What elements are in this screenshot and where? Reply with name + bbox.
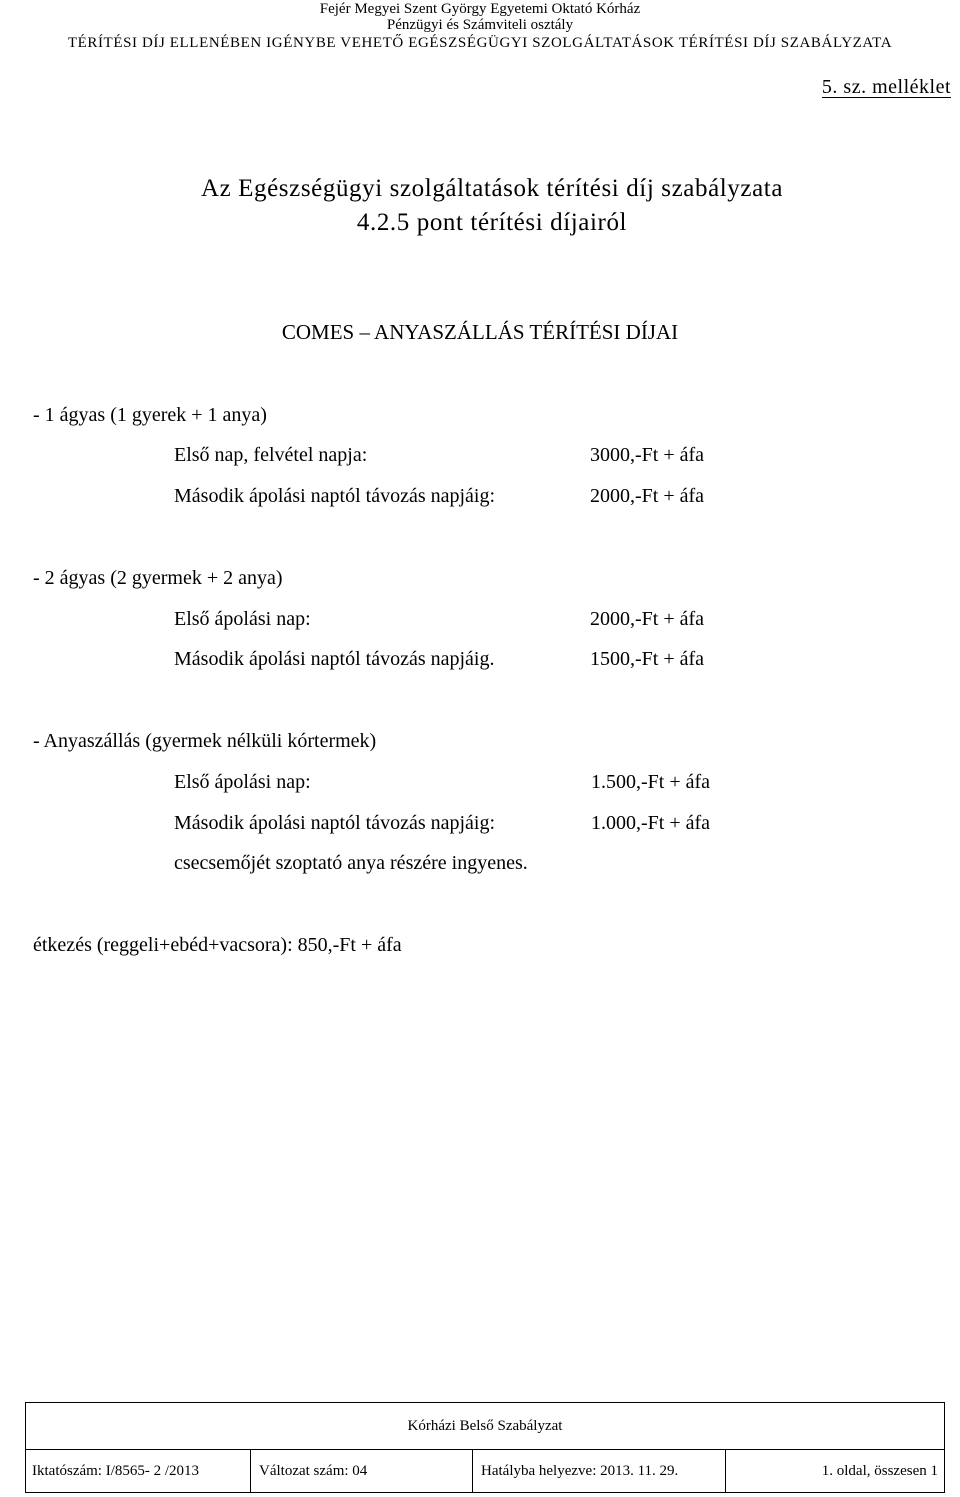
row-price: 1.500,-Ft + áfa [591, 771, 711, 793]
row-price: 2000,-Ft + áfa [590, 485, 705, 507]
footer-version: Változat szám: 04 [251, 1450, 473, 1493]
section-heading-single-room: - 1 ágyas (1 gyerek + 1 anya) [33, 404, 267, 426]
row-price: 2000,-Ft + áfa [590, 608, 705, 630]
row-price: 3000,-Ft + áfa [590, 444, 705, 466]
breastfeeding-note: csecsemőjét szoptató anya részére ingyenes. [174, 852, 528, 874]
document-subtitle: 4.2.5 pont térítési díjairól [356, 209, 628, 236]
department-name: Pénzügyi és Számviteli osztály [386, 17, 574, 33]
meals-price: étkezés (reggeli+ebéd+vacsora): 850,-Ft + áfa [33, 934, 402, 956]
regulation-title: TÉRÍTÉSI DÍJ ELLENÉBEN IGÉNYBE VEHETŐ EGÉSZSÉGÜGYI SZOLGÁLTATÁSOK TÉRÍTÉSI DÍJ SZABÁLYZATA [67, 35, 893, 51]
footer-title: Kórházi Belső Szabályzat [26, 1403, 944, 1450]
institution-name: Fejér Megyei Szent György Egyetemi Oktató Kórház [319, 1, 641, 17]
row-label: Második ápolási naptól távozás napjáig: [174, 812, 496, 834]
row-label: Első ápolási nap: [174, 608, 311, 630]
footer-page-number: 1. oldal, összesen 1 [821, 1463, 938, 1479]
footer-registration-number: Iktatószám: I/8565- 2 /2013 [26, 1450, 251, 1493]
row-label: Második ápolási naptól távozás napjáig. [174, 648, 495, 670]
section-title: COMES – ANYASZÁLLÁS TÉRÍTÉSI DÍJAI [281, 320, 679, 344]
row-label: Második ápolási naptól távozás napjáig: [174, 485, 496, 507]
row-price: 1.000,-Ft + áfa [591, 812, 711, 834]
section-heading-double-room: - 2 ágyas (2 gyermek + 2 anya) [33, 567, 283, 589]
row-label: Első ápolási nap: [174, 771, 311, 793]
footer-effective-date: Hatályba helyezve: 2013. 11. 29. [473, 1450, 726, 1493]
document-title: Az Egészségügyi szolgáltatások térítési díj szabályzata [200, 175, 784, 202]
row-price: 1500,-Ft + áfa [590, 648, 705, 670]
row-label: Első nap, felvétel napja: [174, 444, 368, 466]
annex-label: 5. sz. melléklet [821, 76, 951, 98]
footer-table [25, 1402, 945, 1493]
section-heading-mother-accommodation: - Anyaszállás (gyermek nélküli kórtermek) [33, 730, 377, 752]
